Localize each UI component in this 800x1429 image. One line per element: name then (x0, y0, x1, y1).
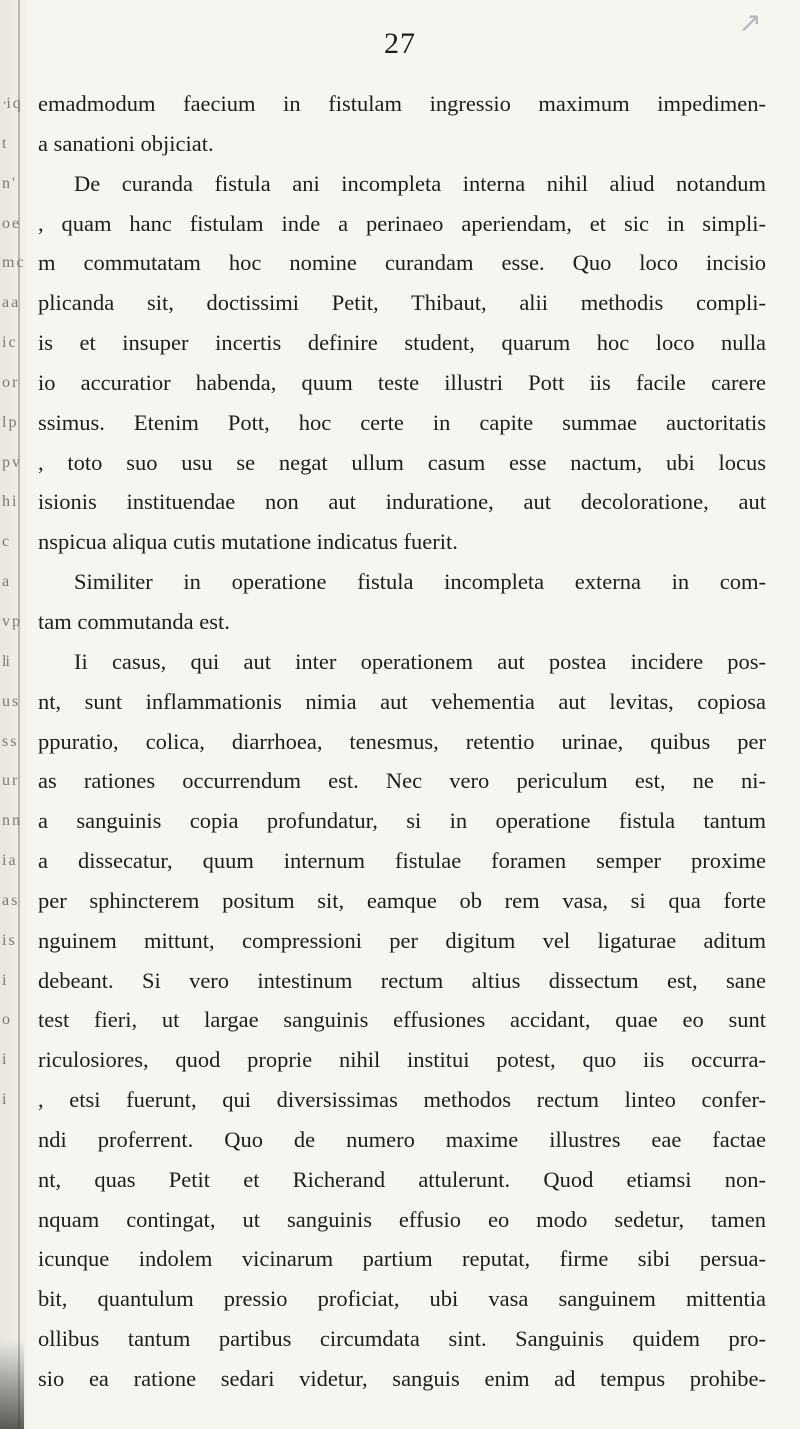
text-line (0, 406, 800, 446)
line-text: ndi proferrent. Quo de numero maxime illustres eae factae (38, 1126, 766, 1152)
text-line (0, 1322, 800, 1362)
text-line (0, 764, 800, 804)
text-line (0, 1242, 800, 1282)
margin-fragment: a s (2, 891, 17, 909)
line-text: a dissecatur, quum internum fistulae foramen semper proxime (38, 848, 766, 874)
text-line (0, 1123, 800, 1163)
text-line (0, 207, 800, 247)
line-text: Ii casus, qui aut inter operationem aut postea incidere pos- (74, 648, 766, 674)
body-text (0, 87, 800, 1402)
margin-fragment: v p (2, 612, 19, 630)
page-number: 27 (384, 27, 416, 60)
text-line (0, 565, 800, 605)
text-line (0, 246, 800, 286)
margin-fragment: a a (2, 294, 18, 312)
text-line (0, 884, 800, 924)
text-line (0, 525, 800, 565)
text-line (0, 1163, 800, 1203)
text-line (0, 964, 800, 1004)
margin-fragment: t (2, 134, 6, 152)
text-line (0, 645, 800, 685)
line-text: De curanda fistula ani incompleta interna nihil aliud notandum (74, 170, 766, 196)
line-text: nquam contingat, ut sanguinis effusio eo modo sedetur, tamen (38, 1206, 766, 1232)
line-text: plicanda sit, doctissimi Petit, Thibaut, alii methodis compli- (38, 290, 766, 316)
line-text: nspicua aliqua cutis mutatione indicatus fuerit. (38, 529, 458, 555)
margin-fragment: ·i q (2, 95, 20, 112)
text-line (0, 87, 800, 127)
line-text: bit, quantulum pressio proficiat, ubi vasa sanguinem mittentia (38, 1286, 766, 1312)
line-text: nguinem mittunt, compressioni per digitum vel ligaturae aditum (38, 927, 766, 953)
text-line (0, 446, 800, 486)
text-line (0, 1203, 800, 1243)
line-text: nt, quas Petit et Richerand attulerunt. Quod etiamsi non- (38, 1166, 766, 1192)
margin-fragment: li (2, 652, 9, 670)
margin-fragment: h i (2, 493, 16, 511)
text-line (0, 1282, 800, 1322)
margin-fragment: u r (2, 772, 17, 790)
text-line (0, 366, 800, 406)
line-text: as rationes occurrendum est. Nec vero periculum est, ne ni- (38, 768, 766, 794)
margin-fragment: o r (2, 373, 17, 391)
line-text: sio ea ratione sedari videtur, sanguis enim ad tempus prohibe- (38, 1366, 766, 1391)
margin-fragment: u s (2, 692, 18, 710)
line-text: emadmodum faecium in fistulam ingressio maximum impedimen- (38, 91, 766, 116)
text-line (0, 1003, 800, 1043)
line-text: ssimus. Etenim Pott, hoc certe in capite summae auctoritatis (38, 409, 766, 435)
page-corner-mark-icon: ↗ (738, 6, 762, 39)
line-text: Similiter in operatione fistula incompleta externa in com- (74, 569, 766, 595)
margin-fragment: i s (2, 931, 14, 949)
text-line (0, 1043, 800, 1083)
line-text: test fieri, ut largae sanguinis effusiones accidant, quae eo sunt (38, 1007, 766, 1033)
text-line (0, 1083, 800, 1123)
margin-fragment: a (2, 573, 9, 591)
line-text: io accuratior habenda, quum teste illustri Pott iis facile carere (38, 369, 766, 395)
line-text: m commutatam hoc nomine curandam esse. Quo loco incisio (38, 250, 766, 276)
line-text: ppuratio, colica, diarrhoea, tenesmus, retentio urinae, quibus per (38, 728, 766, 754)
text-line (0, 127, 800, 167)
margin-fragment: n n (2, 812, 19, 830)
margin-fragment: i c (2, 334, 15, 352)
line-text: per sphincterem positum sit, eamque ob rem vasa, si qua forte (38, 887, 766, 913)
text-line (0, 485, 800, 525)
line-text: , toto suo usu se negat ullum casum esse nactum, ubi locus (38, 449, 766, 475)
text-line (0, 605, 800, 645)
margin-fragment: i a (2, 852, 15, 870)
line-text: is et insuper incertis definire student, quarum hoc loco nulla (38, 330, 766, 356)
line-text: debeant. Si vero intestinum rectum altius dissectum est, sane (38, 967, 766, 993)
margin-fragment: l p (2, 413, 16, 431)
text-line (0, 924, 800, 964)
margin-fragment: c (2, 533, 9, 551)
text-line (0, 286, 800, 326)
line-text: isionis instituendae non aut induratione, aut decoloratione, aut (38, 489, 766, 515)
text-line (0, 685, 800, 725)
line-text: ollibus tantum partibus circumdata sint. Sanguinis quidem pro- (38, 1326, 766, 1352)
margin-fragment: i (2, 1091, 6, 1109)
margin-fragment: n ' (2, 174, 14, 192)
margin-fragment: o (2, 1011, 9, 1029)
text-line (0, 844, 800, 884)
margin-fragment: o e (2, 214, 19, 232)
line-text: a sanguinis copia profundatur, si in operatione fistula tantum (38, 808, 766, 834)
text-line (0, 1362, 800, 1402)
margin-fragment: i (2, 1051, 6, 1069)
line-text: a sanationi objiciat. (38, 130, 214, 156)
line-text: , etsi fuerunt, qui diversissimas methodos rectum linteo confer- (38, 1087, 766, 1113)
line-text: tam commutanda est. (38, 608, 230, 634)
margin-fragment: s s (2, 732, 16, 750)
text-line (0, 725, 800, 765)
text-line (0, 167, 800, 207)
line-text: , quam hanc fistulam inde a perinaeo aperiendam, et sic in simpli- (38, 210, 766, 236)
line-text: riculosiores, quod proprie nihil institui potest, quo iis occurra- (38, 1047, 766, 1073)
line-text: nt, sunt inflammationis nimia aut vehementia aut levitas, copiosa (38, 688, 766, 714)
line-text: icunque indolem vicinarum partium reputat, firme sibi persua- (38, 1246, 766, 1272)
margin-fragment: p v (2, 453, 19, 471)
margin-fragment: m c (2, 254, 23, 272)
margin-fragment: i (2, 971, 6, 989)
text-line (0, 804, 800, 844)
text-line (0, 326, 800, 366)
